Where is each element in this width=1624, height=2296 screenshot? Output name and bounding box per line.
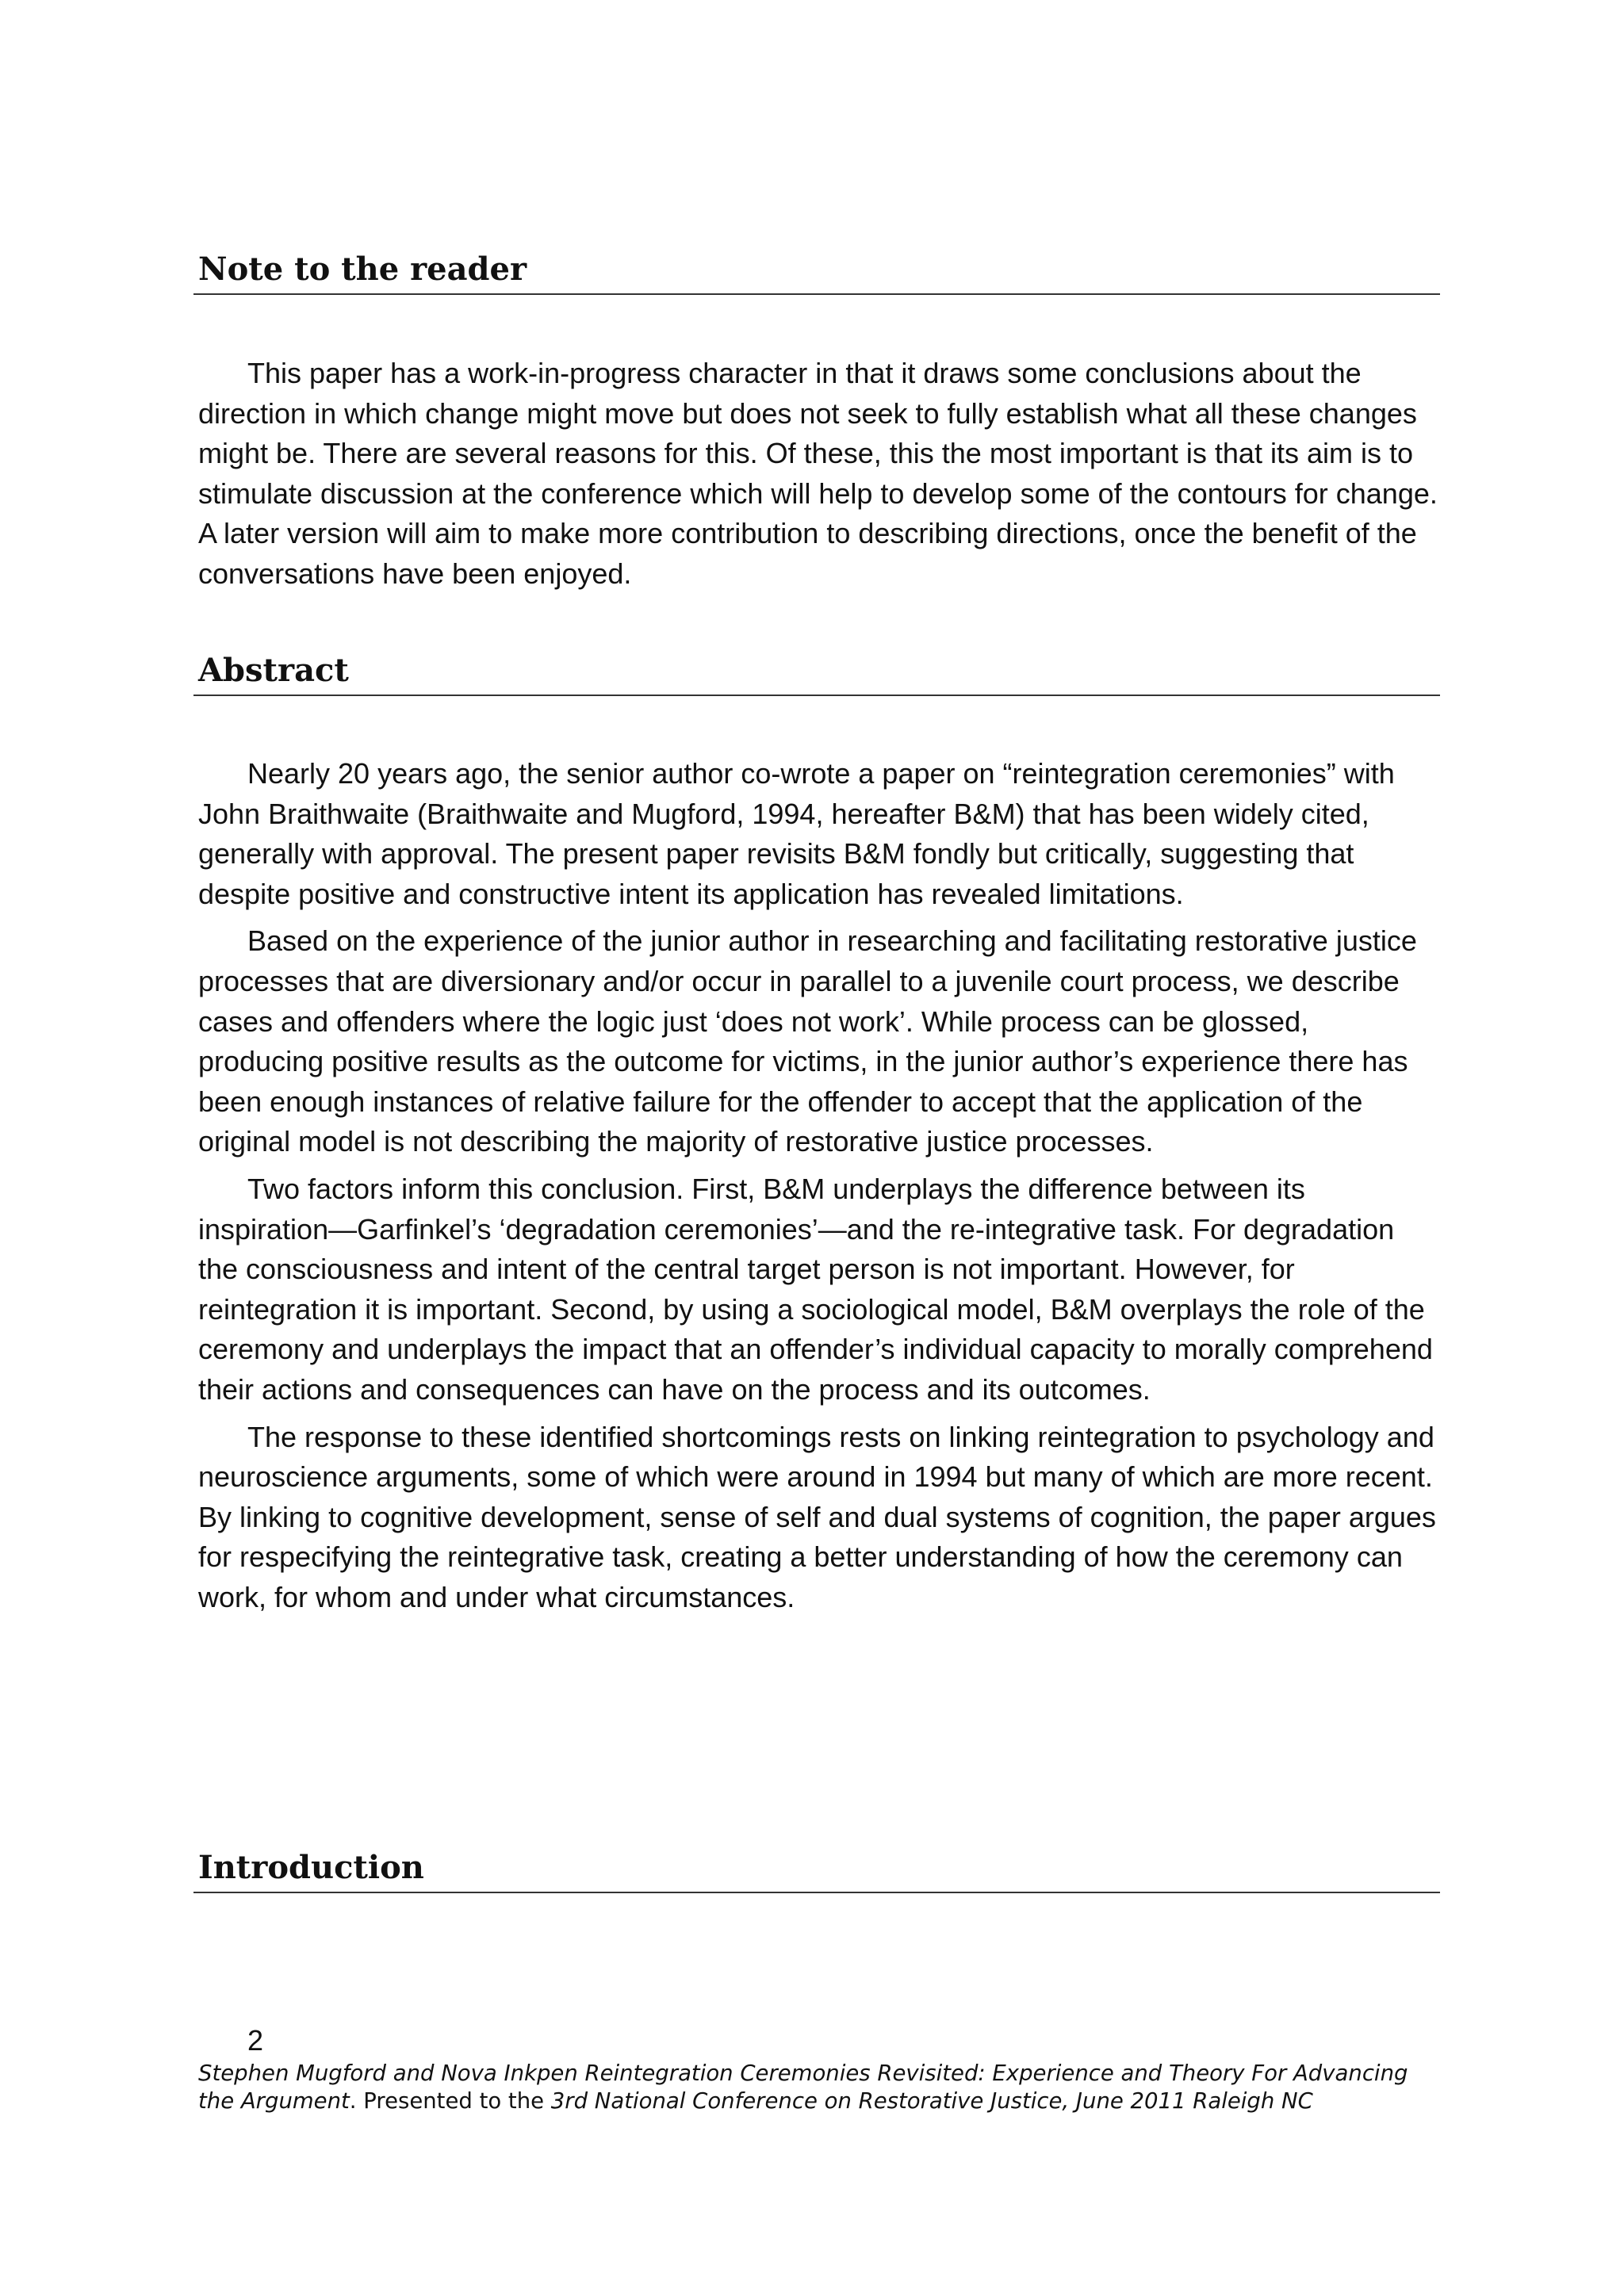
page-footer <box>198 2060 1440 2115</box>
abstract-paragraph-2: Based on the experience of the junior author in researching and facilitating restorative justice processes that are diversionary and/or occur in parallel to a juvenile court process, we describe cases and offenders where the logic just ‘does not work’. While process can be glossed, producing positive results as the outcome for victims, in the junior author’s experience there has been enough instances of relative failure for the offender to accept that the application of the original model is not describing the majority of restorative justice processes. <box>198 924 1417 1158</box>
introduction-heading-block <box>193 1847 1440 1893</box>
note-heading-block <box>193 249 1440 295</box>
footer-conference: 3rd National Conference on Restorative Justice, June 2011 Raleigh NC <box>550 2088 1313 2114</box>
abstract-paragraph-3: Two factors inform this conclusion. First, B&M underplays the difference between its inspiration—Garfinkel’s ‘degradation ceremonies’—and the re-integrative task. For degradation the consciousness and intent of the central target person is not important. However, for reintegration it is important. Second, by using a sociological model, B&M overplays the role of the ceremony and underplays the impact that an offender’s individual capacity to morally comprehend their actions and consequences can have on the process and its outcomes. <box>198 1172 1433 1406</box>
footer-separator: . Presented to the <box>349 2088 551 2114</box>
footer-authors-title: Stephen Mugford and Nova Inkpen Reintegration Ceremonies Revisited: Experience and Theory For Advancing the Argument <box>198 2061 1408 2114</box>
abstract-paragraph-4: The response to these identified shortcomings rests on linking reintegration to psychology and neuroscience arguments, some of which were around in 1994 but many of which are more recent. By linking to cognitive development, sense of self and dual systems of cognition, the paper argues for respecifying the reintegrative task, creating a better understanding of how the ceremony can work, for whom and under what circumstances. <box>198 1420 1436 1613</box>
note-paragraph: This paper has a work-in-progress character in that it draws some conclusions about the direction in which change might move but does not seek to fully establish what all these changes might be. There are several reasons for this. Of these, this the most important is that its aim is to stimulate discussion at the conference which will help to develop some of the contours for change. A later version will aim to make more contribution to describing directions, once the benefit of the conversations have been enjoyed. <box>198 357 1438 590</box>
abstract-heading-block <box>193 650 1440 696</box>
abstract-paragraph-1: Nearly 20 years ago, the senior author co-wrote a paper on “reintegration ceremonies” with John Braithwaite (Braithwaite and Mugford, 1994, hereafter B&M) that has been widely cited, generally with approval. The present paper revisits B&M fondly but critically, suggesting that despite positive and constructive intent its application has revealed limitations. <box>198 757 1395 910</box>
note-body <box>198 354 1440 595</box>
page-number: 2 <box>247 2024 264 2057</box>
abstract-heading: Abstract <box>198 652 349 689</box>
note-heading: Note to the reader <box>198 251 527 288</box>
introduction-heading: Introduction <box>198 1849 424 1886</box>
abstract-body <box>198 754 1440 1617</box>
